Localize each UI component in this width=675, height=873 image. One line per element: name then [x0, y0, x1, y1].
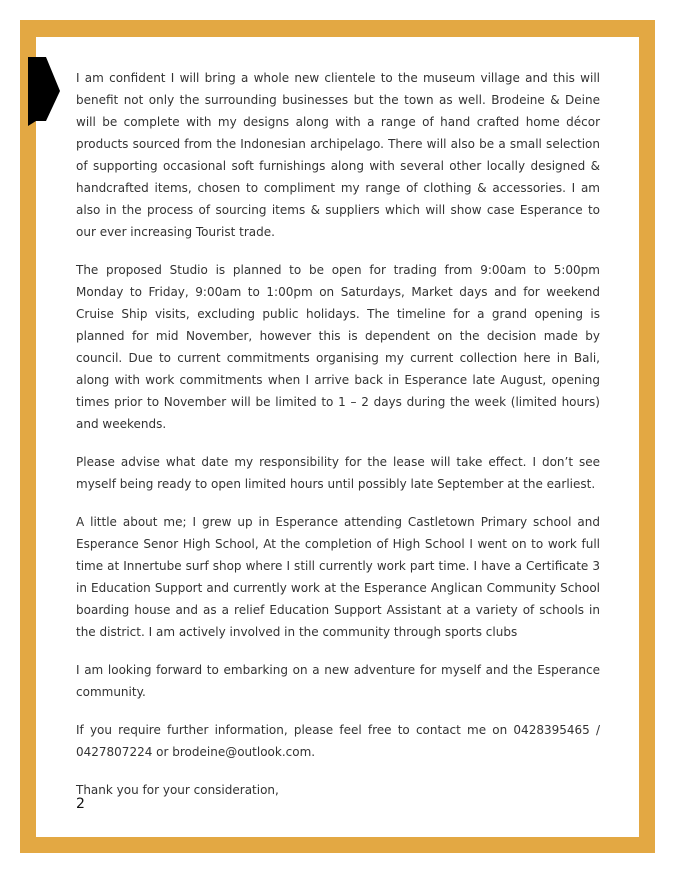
paragraph-closing: Thank you for your consideration,: [76, 783, 279, 797]
black-tab-marker: [28, 57, 60, 126]
paragraph-clientele: I am confident I will bring a whole new clientele to the museum village and this will benefit not only the surrounding businesses but the town as well. Brodeine & Deine will be complete with my designs along with a range of hand crafted home décor products sourced from the Indonesian archipelago. There will also be a small selection of supporting occasional soft furnishings along with several other locally designed & handcrafted items, chosen to compliment my range of clothing & accessories. I am also in the process of sourcing items & suppliers which will show case Esperance to our ever increasing Tourist trade.: [76, 71, 600, 239]
page-number: 2: [76, 796, 85, 812]
paragraph-lease-date: Please advise what date my responsibility for the lease will take effect. I don’t see myself being ready to open limited hours until possibly late September at the earliest.: [76, 455, 600, 491]
paragraph-about-me: A little about me; I grew up in Esperance attending Castletown Primary school and Esperance Senor High School, At the completion of High School I went on to work full time at Innertube surf shop where I still currently work part time. I have a Certificate 3 in Education Support and currently work at the Esperance Anglican Community School boarding house and as a relief Education Support Assistant at a variety of schools in the district. I am actively involved in the community through sports clubs: [76, 515, 600, 639]
letter-body: [76, 67, 600, 817]
paragraph-contact: If you require further information, please feel free to contact me on 0428395465 / 0427807224 or brodeine@outlook.com.: [76, 723, 600, 759]
paragraph-trading-hours: The proposed Studio is planned to be open for trading from 9:00am to 5:00pm Monday to Friday, 9:00am to 1:00pm on Saturdays, Market days and for weekend Cruise Ship visits, excluding public holidays. The timeline for a grand opening is planned for mid November, however this is dependent on the decision made by council. Due to current commitments organising my current collection here in Bali, along with work commitments when I arrive back in Esperance late August, opening times prior to November will be limited to 1 – 2 days during the week (limited hours) and weekends.: [76, 263, 600, 431]
paragraph-looking-forward: I am looking forward to embarking on a new adventure for myself and the Esperance community.: [76, 663, 600, 699]
